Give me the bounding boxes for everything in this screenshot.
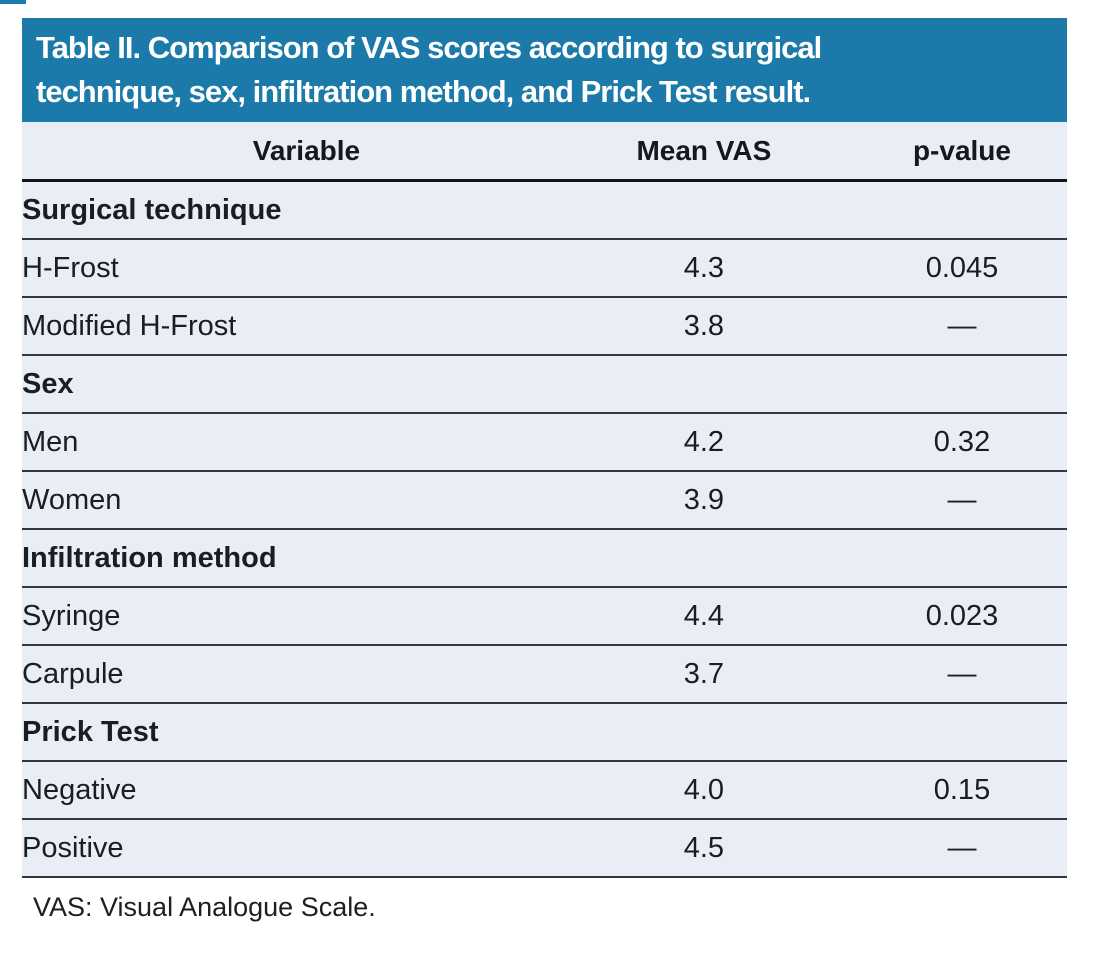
- section-header-row: [22, 181, 1067, 240]
- table-title-line-2: technique, sex, infiltration method, and Prick Test result.: [36, 74, 811, 109]
- mean-vas-cell: 3.8: [551, 297, 857, 355]
- table-body: [22, 181, 1067, 878]
- table-row: [22, 761, 1067, 819]
- variable-cell: Syringe: [22, 587, 551, 645]
- column-header-mean-vas: Mean VAS: [551, 122, 857, 181]
- variable-cell: Women: [22, 471, 551, 529]
- p-value-cell: —: [857, 297, 1067, 355]
- section-header-row: [22, 355, 1067, 413]
- column-header-variable: Variable: [22, 122, 551, 181]
- variable-cell: Men: [22, 413, 551, 471]
- table-title-line-1: Table II. Comparison of VAS scores according to surgical: [36, 30, 822, 65]
- variable-cell: Negative: [22, 761, 551, 819]
- column-header-row: [22, 122, 1067, 181]
- table-row: [22, 819, 1067, 877]
- table-row: [22, 587, 1067, 645]
- vas-comparison-table: [22, 122, 1067, 878]
- table-row: [22, 645, 1067, 703]
- section-label: Sex: [22, 355, 1067, 413]
- p-value-cell: —: [857, 819, 1067, 877]
- column-header-p-value: p-value: [857, 122, 1067, 181]
- table-row: [22, 413, 1067, 471]
- p-value-cell: —: [857, 471, 1067, 529]
- table-row: [22, 239, 1067, 297]
- mean-vas-cell: 4.0: [551, 761, 857, 819]
- p-value-cell: 0.15: [857, 761, 1067, 819]
- table-footnote: VAS: Visual Analogue Scale.: [33, 892, 376, 922]
- section-header-row: [22, 703, 1067, 761]
- p-value-cell: 0.023: [857, 587, 1067, 645]
- table-row: [22, 471, 1067, 529]
- variable-cell: Modified H-Frost: [22, 297, 551, 355]
- table-row: [22, 297, 1067, 355]
- mean-vas-cell: 4.2: [551, 413, 857, 471]
- variable-cell: Positive: [22, 819, 551, 877]
- section-header-row: [22, 529, 1067, 587]
- variable-cell: H-Frost: [22, 239, 551, 297]
- section-label: Infiltration method: [22, 529, 1067, 587]
- p-value-cell: —: [857, 645, 1067, 703]
- table-title-bar: [22, 18, 1067, 122]
- table-figure: [22, 18, 1067, 923]
- mean-vas-cell: 4.5: [551, 819, 857, 877]
- mean-vas-cell: 4.4: [551, 587, 857, 645]
- p-value-cell: 0.32: [857, 413, 1067, 471]
- mean-vas-cell: 3.7: [551, 645, 857, 703]
- section-label: Prick Test: [22, 703, 1067, 761]
- top-left-accent-mark: [0, 0, 26, 4]
- table-header: [22, 122, 1067, 181]
- mean-vas-cell: 4.3: [551, 239, 857, 297]
- variable-cell: Carpule: [22, 645, 551, 703]
- p-value-cell: 0.045: [857, 239, 1067, 297]
- section-label: Surgical technique: [22, 181, 1067, 240]
- mean-vas-cell: 3.9: [551, 471, 857, 529]
